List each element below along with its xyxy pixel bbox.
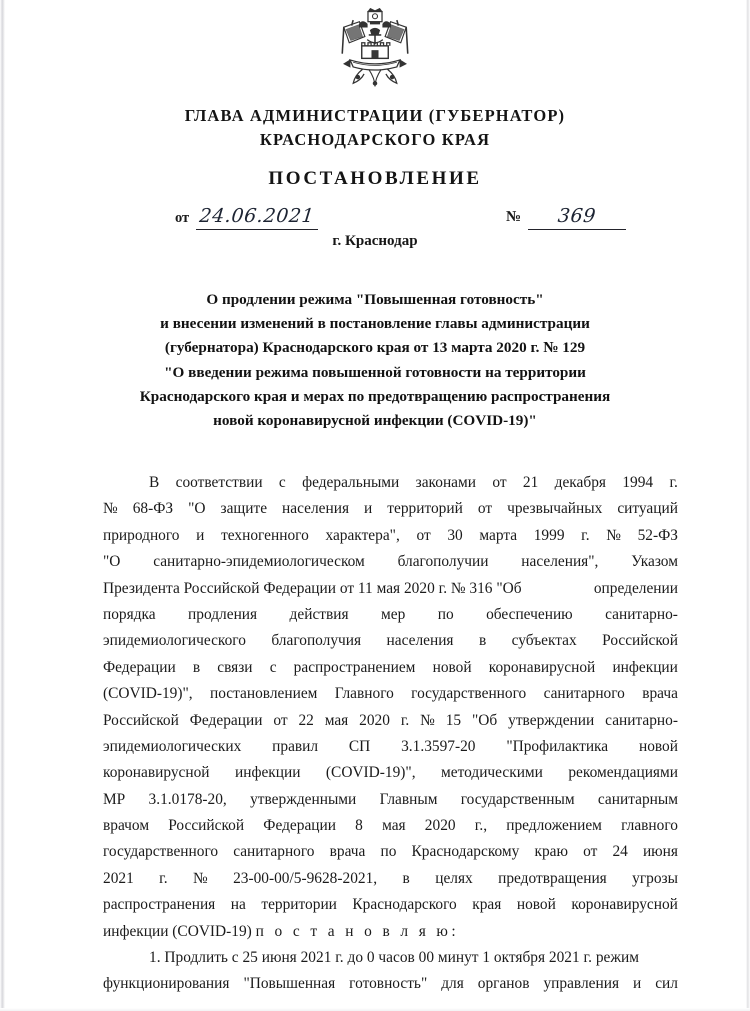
text-segment: г., [474, 817, 488, 835]
text-segment: № [420, 711, 435, 729]
text-segment: (COVID-19)", [325, 764, 416, 782]
text-segment: Российской [168, 817, 245, 835]
text-segment: территории [261, 896, 337, 914]
text-segment: новой [516, 896, 556, 914]
text-segment: 2021 [103, 869, 134, 887]
text-segment: государственного [411, 685, 527, 703]
text-segment: мая [382, 817, 406, 835]
text-segment: предложением [506, 817, 602, 835]
text-segment: методическими [441, 764, 543, 782]
text-segment: "Профилактика [506, 737, 609, 755]
document-subject-block [70, 288, 680, 433]
text-segment: 1. Продлить с 25 июня 2021 г. до 0 часов 00 минут 1 октября 2021 г. режим [149, 949, 639, 967]
number-value: 369 [556, 205, 598, 227]
text-segment: (COVID-19)", [103, 685, 193, 703]
text-segment: порядка [103, 605, 156, 623]
text-segment: санитарного [233, 843, 315, 861]
text-segment: Указом [631, 553, 678, 571]
text-segment: № [103, 500, 118, 518]
text-segment: коронавирусной [571, 896, 678, 914]
text-segment: защите [220, 500, 268, 518]
date-field [196, 204, 318, 230]
subject-line: (губернатора) Краснодарского края от 13 марта 2020 г. № 129 [164, 339, 586, 357]
text-segment: Федерации [263, 817, 336, 835]
body-line [103, 549, 678, 575]
text-segment: г. [581, 526, 590, 544]
text-segment: 1999 [533, 526, 565, 544]
text-segment: г. [669, 474, 678, 491]
text-segment: органов [477, 975, 530, 993]
body-line [103, 681, 678, 707]
body-line [103, 945, 678, 971]
text-segment: 22 [298, 711, 314, 729]
text-segment: Президента Российской Федерации от 11 мая 2020 г. № 316 "Об [103, 579, 522, 597]
text-segment: инфекции (COVID-19) [103, 922, 256, 940]
text-segment: чрезвычайных [507, 500, 603, 518]
text-segment: благополучии [397, 553, 489, 571]
body-line [103, 734, 678, 760]
body-line [103, 866, 678, 892]
page-left-edge-shadow [0, 0, 5, 1011]
body-line [103, 496, 678, 522]
emphasized-decree-word: п о с т а н о в л я ю: [255, 922, 460, 940]
text-segment: территорий [387, 500, 463, 518]
body-line [103, 760, 678, 786]
body-line [103, 655, 678, 681]
text-segment: управления [543, 975, 620, 993]
emblem-container [0, 8, 750, 95]
authority-title-line2: КРАСНОДАРСКОГО КРАЯ [259, 130, 491, 149]
body-line [103, 576, 678, 602]
text-segment: В [149, 474, 160, 491]
text-segment: инфекции [612, 658, 678, 676]
date-value: 24.06.2021 [198, 205, 316, 227]
text-segment: утвержденными [250, 790, 357, 808]
text-segment: врача [329, 843, 366, 861]
text-segment: СП [348, 737, 371, 755]
text-segment: техногенного [221, 526, 309, 544]
text-segment: связи [217, 658, 253, 676]
text-segment: соответствии [175, 474, 263, 491]
text-segment: сил [655, 975, 678, 993]
text-segment: целях [435, 869, 473, 887]
text-segment: новой [638, 737, 678, 755]
text-segment: и [632, 975, 642, 993]
text-segment: г. [159, 869, 168, 887]
text-segment: МР [103, 790, 126, 808]
text-segment: инфекции [235, 764, 301, 782]
text-segment: в [478, 632, 487, 650]
text-segment: характера", [325, 526, 400, 544]
text-segment: санитарным [597, 790, 678, 808]
body-line [103, 971, 678, 997]
text-segment: № [606, 526, 621, 544]
text-segment: края [472, 896, 502, 914]
text-segment: и [196, 526, 205, 544]
document-type-heading: ПОСТАНОВЛЕНИЕ [268, 168, 482, 189]
text-segment: продления [188, 605, 258, 623]
text-segment: на [230, 896, 246, 914]
text-segment: распространением [293, 658, 416, 676]
text-segment: 23-00-00/5-9628-2021, [233, 869, 378, 887]
text-segment: 3.1.0178-20, [148, 790, 227, 808]
date-label: от [175, 210, 190, 226]
text-segment: Краснодарского [352, 896, 457, 914]
text-segment: государственным [460, 790, 575, 808]
text-segment: законами [415, 474, 476, 491]
text-segment: от [416, 526, 431, 544]
text-segment: врача [642, 685, 678, 703]
body-line [103, 470, 678, 496]
text-segment: декабря [554, 474, 606, 491]
text-segment: Краснодарскому [411, 843, 520, 861]
text-segment: 2020 [359, 711, 390, 729]
text-segment: от [492, 474, 507, 491]
body-line [103, 602, 678, 628]
subject-line: О продлении режима "Повышенная готовность" [206, 291, 544, 308]
text-segment: Российской [602, 632, 678, 650]
body-line [103, 708, 678, 734]
text-segment: коронавирусной [103, 764, 210, 782]
subject-line: новой коронавирусной инфекции (COVID-19)" [213, 412, 537, 430]
text-segment: для [441, 975, 464, 993]
text-segment: 1994 [622, 474, 654, 491]
body-line [103, 813, 678, 839]
text-segment: государственного [103, 843, 219, 861]
text-segment: населения", [521, 553, 599, 571]
text-segment: Главным [379, 790, 438, 808]
text-segment: коронавирусной [488, 658, 596, 676]
authority-title-line1: ГЛАВА АДМИНИСТРАЦИИ (ГУБЕРНАТОР) [184, 106, 566, 125]
text-segment: врачом [103, 817, 150, 835]
text-segment: от [273, 711, 288, 729]
city-line: г. Краснодар [332, 233, 418, 249]
text-segment: санитарно- [605, 711, 678, 729]
text-segment: в [192, 658, 201, 676]
body-line [103, 892, 678, 918]
document-body [103, 470, 678, 998]
number-label: № [506, 209, 522, 225]
text-segment: 15 [445, 711, 462, 729]
text-segment: санитарно- [605, 605, 678, 623]
text-segment: Федерации [189, 711, 263, 729]
text-segment: санитарно-эпидемиологическом [153, 553, 365, 571]
text-segment: 68-ФЗ [132, 500, 174, 518]
number-field [528, 204, 626, 230]
text-segment: по [380, 843, 397, 861]
text-segment: № [193, 869, 208, 887]
text-segment: Федерации [103, 658, 176, 676]
text-segment: функционирования [103, 975, 230, 993]
text-segment: 30 [447, 526, 463, 544]
text-segment: действия [289, 605, 349, 623]
text-segment: постановлением [209, 685, 318, 703]
text-segment: 24 [612, 843, 628, 861]
text-segment: ситуаций [617, 500, 678, 518]
subject-line: и внесении изменений в постановление главы администрации [160, 315, 590, 333]
body-line [103, 523, 678, 549]
text-segment: 21 [522, 474, 539, 491]
text-segment: новой [432, 658, 472, 676]
text-segment: федеральными [302, 474, 400, 491]
text-segment: мая [324, 711, 349, 729]
text-segment: мер [381, 605, 406, 623]
text-segment: по [437, 605, 454, 623]
subject-line: "О введении режима повышенной готовности на территории [164, 363, 586, 381]
text-segment: предотвращения [498, 869, 607, 887]
krasnodar-krai-coat-of-arms-icon [336, 8, 414, 90]
text-segment: санитарного [543, 685, 625, 703]
text-segment: обеспечению [486, 605, 573, 623]
text-segment: от [477, 500, 493, 518]
text-segment: краю [534, 843, 568, 861]
date-number-row [0, 204, 750, 232]
text-segment: рекомендациями [568, 764, 678, 782]
page-right-edge-shadow [746, 0, 750, 1011]
text-segment: природного [103, 526, 180, 544]
text-segment: июня [642, 843, 678, 861]
text-segment: распространения [103, 896, 216, 914]
text-segment: эпидемиологического [103, 632, 246, 650]
body-line [103, 787, 678, 813]
text-segment: населения [282, 500, 350, 518]
text-segment: главного [621, 817, 678, 835]
text-segment: угрозы [632, 869, 678, 887]
text-segment: субъектах [511, 632, 577, 650]
text-segment: с [278, 474, 286, 491]
text-segment: г. [400, 711, 410, 729]
text-segment: утверждении [508, 711, 595, 729]
text-segment: эпидемиологических [103, 737, 242, 755]
text-segment: правил [272, 737, 319, 755]
text-segment: в [402, 869, 410, 887]
text-segment: 2020 [424, 817, 456, 835]
text-segment: "Повышенная [243, 975, 336, 993]
text-segment: населения [386, 632, 454, 650]
text-segment: "О [188, 500, 206, 518]
text-segment: 3.1.3597-20 [401, 737, 476, 755]
subject-line: Краснодарского края и мерах по предотвращению распространения [139, 387, 611, 405]
text-segment: "Об [472, 711, 498, 729]
text-segment: от [583, 843, 598, 861]
text-segment: Главного [334, 685, 394, 703]
text-segment: 52-ФЗ [637, 526, 678, 544]
text-segment: "О [103, 553, 121, 571]
text-segment: с [269, 658, 277, 676]
text-segment: готовность" [349, 975, 428, 993]
body-line [103, 839, 678, 865]
text-segment: и [364, 500, 373, 518]
text-segment: Российской [103, 711, 179, 729]
text-segment: благополучия [271, 632, 362, 650]
text-segment: определении [593, 579, 678, 597]
text-segment: марта [479, 526, 518, 544]
body-line [103, 628, 678, 654]
text-segment: 8 [355, 817, 363, 835]
body-line [103, 919, 678, 945]
